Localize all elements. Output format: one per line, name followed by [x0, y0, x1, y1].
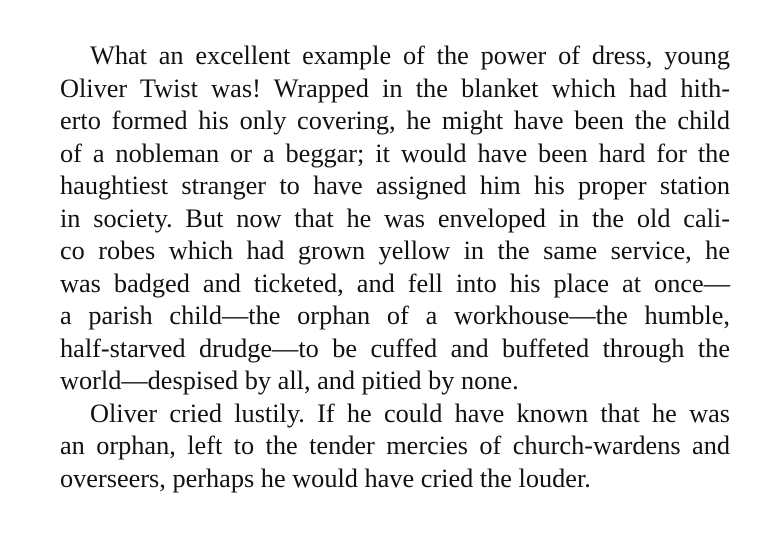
text-line: half-starved drudge—to be cuffed and buffeted through the — [60, 333, 730, 363]
paragraph-2 — [60, 398, 730, 496]
text-line: What an excellent example of the power of dress, young — [90, 41, 730, 70]
text-line: a parish child—the orphan of a workhouse—the humble, — [60, 301, 730, 330]
text-line: haughtiest stranger to have assigned him his proper station — [60, 171, 730, 200]
text-line: world—despised by all, and pitied by none. — [60, 366, 519, 395]
text-line: erto formed his only covering, he might have been the child — [60, 106, 730, 135]
text-line: was badged and ticketed, and fell into his place at once— — [60, 268, 730, 298]
text-line: of a nobleman or a beggar; it would have been hard for the — [60, 138, 730, 168]
document-page — [60, 40, 730, 495]
text-line: Oliver Twist was! Wrapped in the blanket which had hith- — [60, 73, 730, 103]
text-line: an orphan, left to the tender mercies of church-wardens and — [60, 431, 730, 460]
text-line: Oliver cried lustily. If he could have known that he was — [90, 398, 730, 428]
text-line: overseers, perhaps he would have cried the louder. — [60, 463, 591, 493]
text-line: in society. But now that he was enveloped in the old cali- — [60, 203, 730, 233]
text-line: co robes which had grown yellow in the same service, he — [60, 236, 730, 265]
paragraph-1 — [60, 40, 730, 398]
